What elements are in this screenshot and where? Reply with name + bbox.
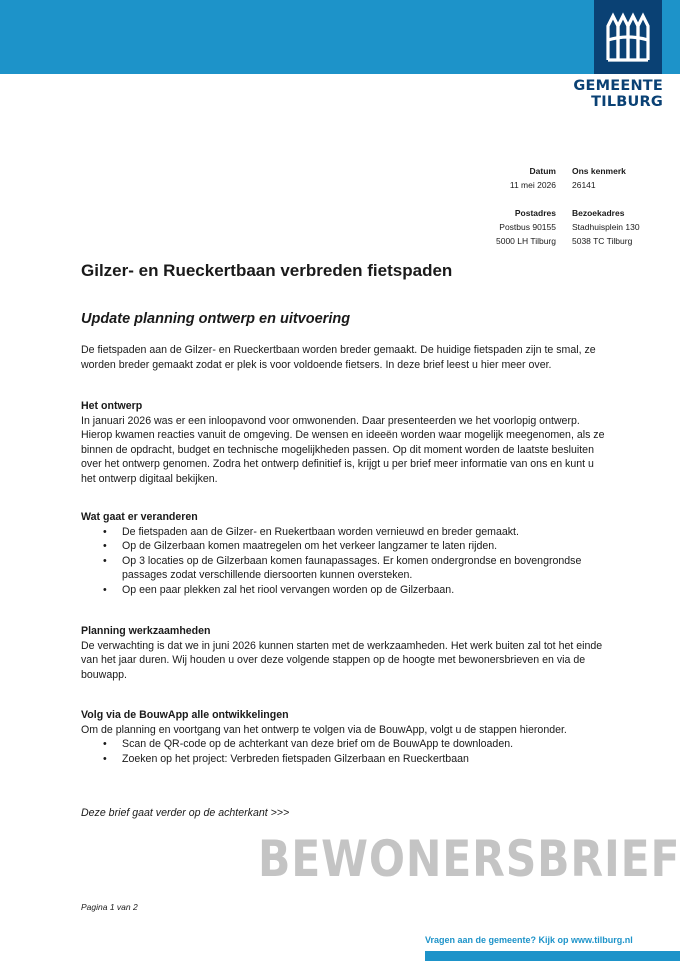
- bezoekadres-line: 5038 TC Tilburg: [572, 236, 633, 246]
- list-item: • De fietspaden aan de Gilzer- en Ruekertbaan worden vernieuwd en breder gemaakt.: [81, 525, 611, 540]
- kenmerk-block: [572, 164, 672, 192]
- municipality-logo: [594, 0, 662, 74]
- list-item: • Op 3 locaties op de Gilzerbaan komen faunapassages. Er komen ondergrondse en bovengrondse passages zodat verschillende diersoorten kunnen oversteken.: [81, 554, 611, 583]
- section-body: De verwachting is dat we in juni 2026 kunnen starten met de werkzaamheden. Het werk buiten zal tot het einde van het jaar duren. Wij houden u over deze volgende stappen op de hoogte met bewonersbrieven en via de bouwapp.: [81, 639, 603, 681]
- tilburg-castle-logo-icon: [594, 0, 662, 74]
- section-heading: Planning werkzaamheden: [81, 625, 211, 637]
- section-heading: Volg via de BouwApp alle ontwikkelingen: [81, 709, 289, 721]
- header-band: [0, 0, 680, 74]
- section-ontwerp: [81, 399, 611, 487]
- list-item: • Op de Gilzerbaan komen maatregelen om het verkeer langzamer te laten rijden.: [81, 539, 611, 554]
- bezoekadres-label: Bezoekadres: [572, 208, 625, 218]
- section-planning: [81, 624, 611, 682]
- change-list: [81, 525, 611, 598]
- bezoekadres-block: [572, 206, 672, 248]
- datum-block: [456, 164, 556, 192]
- page-number: Pagina 1 van 2: [81, 902, 138, 912]
- bezoekadres-line: Stadhuisplein 130: [572, 222, 640, 232]
- list-item: • Scan de QR-code op de achterkant van deze brief om de BouwApp te downloaden.: [81, 737, 611, 752]
- kenmerk-value: 26141: [572, 180, 596, 190]
- postadres-label: Postadres: [514, 208, 556, 218]
- brand-name: GEMEENTE TILBURG: [573, 78, 663, 110]
- list-item: • Zoeken op het project: Verbreden fietspaden Gilzerbaan en Rueckertbaan: [81, 752, 611, 767]
- letter-subtitle: Update planning ontwerp en uitvoering: [81, 311, 351, 327]
- bouwapp-steps-list: [81, 737, 611, 766]
- section-veranderen: [81, 510, 611, 598]
- section-heading: Wat gaat er veranderen: [81, 511, 198, 523]
- footer-band: [425, 951, 680, 961]
- letter-title: Gilzer- en Rueckertbaan verbreden fietspaden: [81, 261, 453, 280]
- bewonersbrief-watermark: BEWONERSBRIEF: [258, 830, 680, 888]
- list-item: • Op een paar plekken zal het riool vervangen worden op de Gilzerbaan.: [81, 583, 611, 598]
- datum-label: Datum: [529, 166, 556, 176]
- intro-paragraph: De fietspaden aan de Gilzer- en Rueckertbaan worden breder gemaakt. De huidige fietspaden zijn te smal, ze worden breder gemaakt zodat er plek is voor voldoende fietsers. In deze brief leest u hier meer over.: [81, 344, 596, 371]
- section-body: Om de planning en voortgang van het ontwerp te volgen via de BouwApp, volgt u de stappen hieronder.: [81, 723, 567, 736]
- postadres-block: [456, 206, 556, 248]
- section-bouwapp: [81, 708, 611, 766]
- postadres-line: Postbus 90155: [499, 222, 556, 232]
- kenmerk-label: Ons kenmerk: [572, 166, 626, 176]
- footer-contact: Vragen aan de gemeente? Kijk op www.tilburg.nl: [425, 935, 633, 945]
- datum-value: 11 mei 2026: [509, 180, 556, 190]
- continue-note: Deze brief gaat verder op de achterkant >>>: [81, 807, 290, 819]
- section-body: In januari 2026 was er een inloopavond voor omwonenden. Daar presenteerden we het voorlopig ontwerp. Hierop kwamen reacties vanuit de omgeving. De wensen en ideeën worden waar mogelijk meegenomen, als ze binnen de opdracht, budget en technische mogelijkheden passen. Op dit moment worden de laatste besluiten over het ontwerp genomen. Zodra het ontwerp definitief is, krijgt u per brief meer informatie van ons en kunt u het ontwerp digitaal bekijken.: [81, 414, 605, 485]
- section-heading: Het ontwerp: [81, 400, 143, 412]
- postadres-line: 5000 LH Tilburg: [495, 236, 556, 246]
